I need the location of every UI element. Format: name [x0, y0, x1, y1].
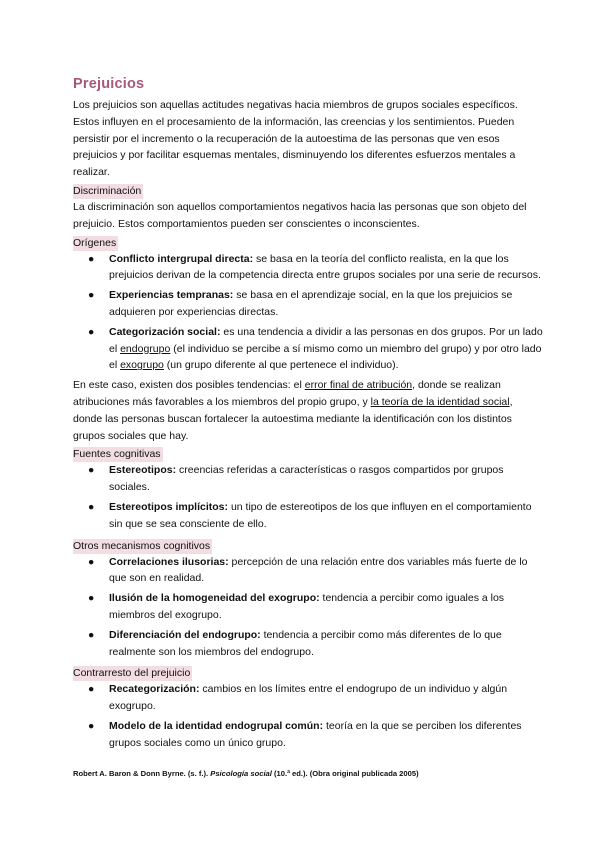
list-item — [73, 554, 544, 588]
paragraph-text: , donde las personas buscan fortalecer la autoestima mediante la identificación con los distintos grupos sociales que hay. — [73, 395, 513, 442]
reference-work: Psicología social — [210, 768, 272, 778]
tendencias-paragraph — [73, 377, 544, 444]
list-item — [73, 287, 544, 321]
bullet-icon: ● — [88, 464, 95, 477]
item-text: es una tendencia a dividir a las personas en dos grupos. Por un lado el — [109, 325, 543, 355]
intro-paragraph: Los prejuicios son aquellas actitudes negativas hacia miembros de grupos sociales específicos. Estos influyen en el procesamiento de la información, las creencias y los sentimientos. Pueden persistir por el incremento o la recuperación de la autoestima de las personas que ven esos prejuicios y por facilitar esquemas mentales, disminuyendo los diferentes esfuerzos mentales a realizar. — [73, 99, 518, 179]
bullet-icon: ● — [88, 500, 95, 513]
exogrupo-link[interactable]: exogrupo — [120, 359, 164, 372]
list-item — [73, 251, 544, 285]
item-text: (el individuo se percibe a sí mismo como un miembro del grupo) y por otro lado el — [109, 342, 542, 372]
heading-contrarresto: Contrarresto del prejuicio — [73, 667, 191, 680]
item-text: tendencia a percibir como iguales a los miembros del exogrupo. — [109, 592, 505, 621]
origenes-list — [73, 251, 544, 375]
discriminacion-paragraph: La discriminación son aquellos comportamientos negativos hacia las personas que son objeto del prejuicio. Estos comportamientos pueden ser conscientes o inconscientes. — [73, 200, 527, 230]
bullet-icon: ● — [88, 628, 95, 641]
list-item — [73, 718, 544, 752]
heading-discriminacion: Discriminación — [73, 184, 142, 197]
endogrupo-link[interactable]: endogrupo — [120, 342, 171, 355]
heading-otros-mecanismos: Otros mecanismos cognitivos — [73, 539, 211, 552]
item-term: Recategorización: — [109, 683, 200, 696]
item-term: Conflicto intergrupal directa: — [109, 252, 254, 265]
contrarresto-list — [73, 681, 544, 751]
page-title: Prejuicios — [73, 76, 145, 92]
list-item — [73, 324, 544, 374]
item-text: (un grupo diferente al que pertenece el individuo). — [163, 359, 399, 372]
item-text: creencias referidas a características o rasgos compartidos por grupos sociales. — [109, 464, 504, 494]
error-atribucion-link[interactable]: error final de atribución — [304, 379, 413, 392]
heading-fuentes-cognitivas: Fuentes cognitivas — [73, 448, 161, 461]
item-term: Modelo de la identidad endogrupal común: — [109, 719, 324, 732]
item-text: cambios en los límites entre el endogrupo de un individuo y algún exogrupo. — [109, 683, 508, 713]
item-term: Estereotipos implícitos: — [109, 500, 229, 513]
list-item — [73, 627, 544, 661]
list-item — [73, 499, 544, 533]
bullet-icon: ● — [88, 555, 95, 568]
reference-authors: Robert A. Baron & Donn Byrne. (s. f.). — [73, 768, 211, 778]
item-term: Ilusión de la homogeneidad del exogrupo: — [109, 592, 320, 605]
item-text: percepción de una relación entre dos variables más fuerte de lo que son en realidad. — [109, 555, 528, 585]
paragraph-text: , donde se realizan atribuciones más favorables a los miembros del propio grupo, y — [73, 379, 501, 408]
paragraph-text: En este caso, existen dos posibles tendencias: el — [73, 379, 305, 392]
item-text: tendencia a percibir como más diferentes de lo que realmente son los miembros del endogrupo. — [109, 628, 502, 658]
item-term: Experiencias tempranas: — [109, 289, 234, 302]
item-term: Estereotipos: — [109, 464, 177, 477]
bullet-icon: ● — [88, 325, 95, 338]
list-item — [73, 590, 544, 624]
bullet-icon: ● — [88, 592, 95, 605]
item-term: Diferenciación del endogrupo: — [109, 628, 261, 641]
item-text: se basa en el aprendizaje social, en la que los prejuicios se adquieren por experiencias directas. — [109, 289, 513, 318]
item-text: se basa en la teoría del conflicto realista, en la que los prejuicios derivan de la competencia directa entre grupos sociales por una serie de recursos. — [109, 252, 541, 282]
otros-list — [73, 554, 544, 661]
heading-origenes: Orígenes — [73, 236, 117, 249]
list-item — [73, 462, 544, 496]
list-item — [73, 681, 544, 715]
reference-edition: (10.ª ed.). (Obra original publicada 2005) — [271, 768, 419, 778]
bullet-icon: ● — [88, 252, 95, 265]
bullet-icon: ● — [88, 289, 95, 302]
item-text: un tipo de estereotipos de los que influyen en el comportamiento sin que se sea consciente de ello. — [109, 500, 532, 530]
identidad-social-link[interactable]: la teoría de la identidad social — [370, 395, 510, 408]
item-text: teoría en la que se perciben los diferentes grupos sociales como un único grupo. — [109, 719, 522, 749]
item-term: Correlaciones ilusorias: — [109, 555, 229, 568]
bibliographic-reference — [73, 768, 544, 780]
bullet-icon: ● — [88, 683, 95, 696]
bullet-icon: ● — [88, 719, 95, 732]
fuentes-list — [73, 462, 544, 532]
item-term: Categorización social: — [109, 325, 221, 338]
